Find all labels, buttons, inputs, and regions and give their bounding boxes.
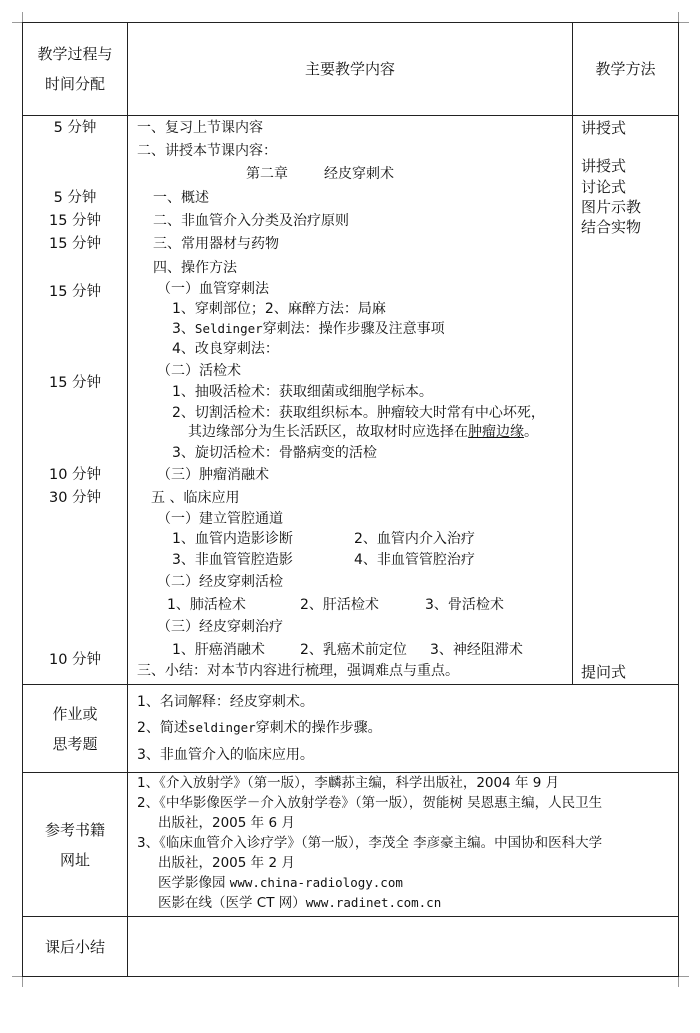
content-line: 2、肝活检术	[300, 597, 379, 613]
references-row	[23, 773, 679, 917]
content-line: 二、讲授本节课内容：	[137, 143, 277, 159]
content-line: 3、神经阻滞术	[430, 642, 523, 658]
content-line	[188, 422, 538, 442]
main-content-cell	[128, 116, 573, 685]
homework-label-line2: 思考题	[52, 734, 98, 753]
reference-entry: 出版社，2005 年 2 月	[158, 855, 295, 871]
homework-question	[137, 718, 382, 738]
page-corner-mark-top-right	[678, 12, 689, 23]
method-item: 讨论式	[581, 178, 627, 196]
chapter-number: 第二章	[246, 166, 288, 182]
website-entry	[158, 893, 441, 913]
website-entry	[158, 873, 403, 893]
content-line: 3、旋切活检术：骨骼病变的活检	[172, 445, 377, 461]
content-line: 4、非血管管腔治疗	[354, 552, 475, 568]
summary-label: 课后小结	[23, 917, 128, 977]
time-item: 15 分钟	[48, 375, 102, 391]
summary-row	[23, 917, 679, 977]
content-line: 1、抽吸活检术：获取细菌或细胞学标本。	[172, 384, 433, 400]
header-time-line2: 时间分配	[44, 75, 105, 93]
text-span: 。	[524, 424, 538, 440]
homework-label-line1: 作业或	[52, 704, 98, 723]
time-allocation-cell	[23, 116, 128, 685]
content-line: （二）活检术	[157, 363, 241, 379]
reference-entry: 2、《中华影像医学－介入放射学卷》（第一版），贺能树 吴恩惠主编，人民卫生	[137, 795, 603, 811]
content-line: （一）建立管腔通道	[157, 511, 283, 527]
summary-content	[128, 917, 679, 977]
content-line: 4、改良穿刺法：	[172, 341, 279, 357]
reference-entry: 3、《临床血管介入诊疗学》（第一版），李茂全 李彦豪主编。中国协和医科大学	[137, 835, 603, 851]
header-teaching-method: 教学方法	[573, 23, 679, 116]
text-span: 穿刺术的操作步骤。	[255, 720, 382, 736]
text-span: Seldinger	[194, 321, 263, 336]
method-item: 结合实物	[581, 218, 642, 236]
content-line: （二）经皮穿刺活检	[157, 574, 283, 590]
text-span: 其边缘部分为生长活跃区，故取材时应选择在	[188, 424, 468, 440]
text-span: 穿刺法：操作步骤及注意事项	[262, 321, 445, 337]
lesson-content-row	[23, 116, 679, 685]
time-item: 15 分钟	[48, 236, 102, 252]
teaching-method-cell	[573, 116, 679, 685]
text-span: seldinger	[187, 720, 256, 735]
method-item: 提问式	[581, 663, 627, 681]
homework-question: 1、名词解释：经皮穿刺术。	[137, 694, 314, 710]
content-line: 四、操作方法	[153, 260, 237, 276]
page-corner-mark-bottom-left	[12, 976, 23, 987]
time-item: 10 分钟	[48, 652, 102, 668]
method-item: 讲授式	[581, 157, 627, 175]
website-url: www.china-radiology.com	[229, 875, 403, 890]
references-label-line1: 参考书籍	[44, 820, 105, 839]
content-line: 3、骨活检术	[425, 597, 504, 613]
page-corner-mark-bottom-right	[678, 976, 689, 987]
content-line: 3、非血管管腔造影	[172, 552, 293, 568]
content-line	[172, 319, 445, 339]
time-item: 10 分钟	[48, 467, 102, 483]
content-line: （一）血管穿刺法	[157, 281, 269, 297]
content-line: 1、肺活检术	[167, 597, 246, 613]
header-main-content: 主要教学内容	[128, 23, 573, 116]
header-time-allocation	[23, 23, 128, 116]
content-line: 五 、临床应用	[151, 490, 240, 506]
content-line: 1、血管内造影诊断	[172, 531, 293, 547]
content-line: 1、穿刺部位；2、麻醉方法：局麻	[172, 301, 386, 317]
header-row	[23, 23, 679, 116]
content-line: 1、肝癌消融术	[172, 642, 265, 658]
content-line: 2、切割活检术：获取组织标本。肿瘤较大时常有中心坏死，	[172, 405, 545, 421]
lesson-plan-table	[22, 22, 679, 977]
content-line: 三、小结：对本节内容进行梳理，强调难点与重点。	[137, 663, 459, 679]
time-item: 5 分钟	[53, 190, 97, 206]
method-item: 讲授式	[581, 119, 627, 137]
method-item: 图片示教	[581, 198, 642, 216]
text-span: 2、简述	[137, 720, 188, 736]
text-span: 3、	[172, 321, 195, 337]
time-item: 5 分钟	[53, 120, 97, 136]
homework-content	[128, 685, 679, 773]
content-line: 三、常用器材与药物	[153, 236, 279, 252]
content-line: 一、概述	[153, 190, 209, 206]
homework-question: 3、非血管介入的临床应用。	[137, 747, 314, 763]
reference-entry: 出版社，2005 年 6 月	[158, 815, 295, 831]
references-label-line2: 网址	[59, 850, 90, 869]
content-line: 二、非血管介入分类及治疗原则	[153, 213, 349, 229]
time-item: 30 分钟	[48, 490, 102, 506]
content-line: 2、乳癌术前定位	[300, 642, 407, 658]
text-span: 医学影像园	[158, 875, 230, 891]
homework-row	[23, 685, 679, 773]
content-line: （三）经皮穿刺治疗	[157, 619, 283, 635]
content-line: （三）肿瘤消融术	[157, 467, 269, 483]
header-time-line1: 教学过程与	[37, 45, 113, 63]
references-content	[128, 773, 679, 917]
chapter-title: 经皮穿刺术	[324, 166, 394, 182]
time-item: 15 分钟	[48, 213, 102, 229]
time-item: 15 分钟	[48, 284, 102, 300]
content-line: 一、复习上节课内容	[137, 120, 263, 136]
text-span: 医影在线（医学 CT 网）	[158, 895, 306, 911]
reference-entry: 1、《介入放射学》（第一版），李麟荪主编，科学出版社，2004 年 9 月	[137, 775, 560, 791]
homework-label	[23, 685, 128, 773]
references-label	[23, 773, 128, 917]
underlined-text: 肿瘤边缘	[468, 424, 524, 440]
content-line: 2、血管内介入治疗	[354, 531, 475, 547]
website-url: www.radinet.com.cn	[305, 895, 442, 910]
